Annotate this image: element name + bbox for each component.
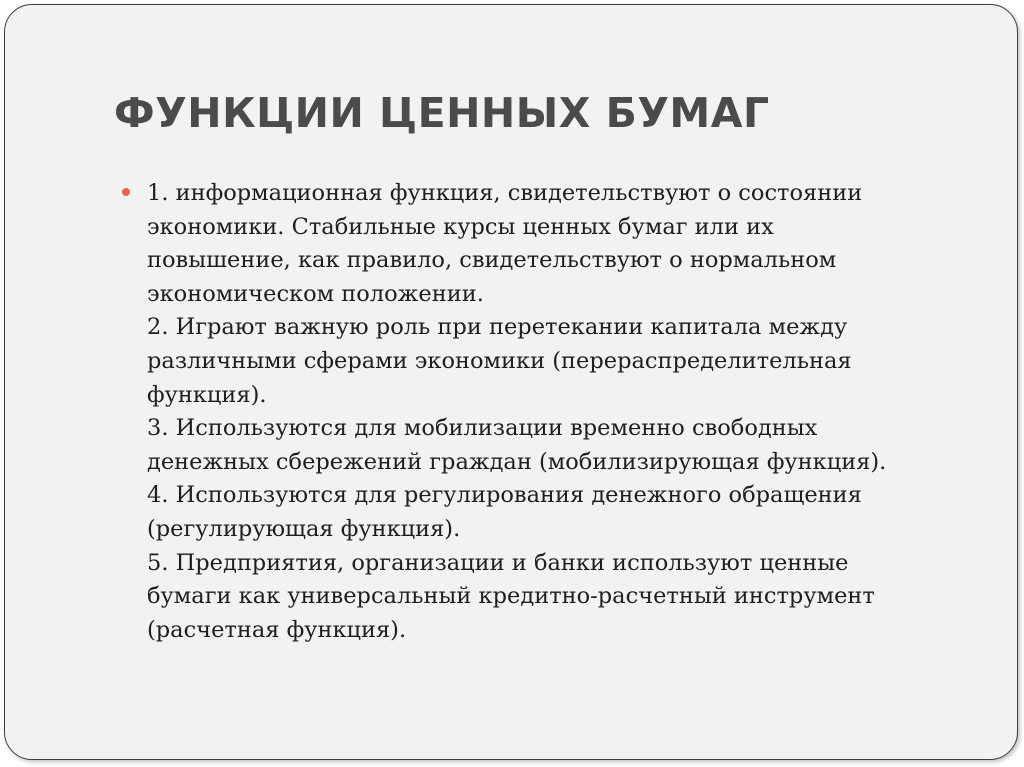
body-line: экономическом положении.: [147, 280, 484, 307]
body-line: различными сферами экономики (перераспределительная: [147, 347, 852, 374]
list-item: [122, 177, 972, 647]
body-line: 1. информационная функция, свидетельствуют о состоянии: [147, 180, 863, 206]
bullet-dot-icon: [122, 188, 130, 196]
body-line: (регулирующая функция).: [147, 515, 461, 542]
slide-title: ФУНКЦИИ ЦЕННЫХ БУМАГ: [114, 89, 770, 137]
body-line: экономики. Стабильные курсы ценных бумаг или их: [147, 213, 774, 240]
slide-frame: [4, 4, 1018, 760]
body-line: функция).: [147, 381, 267, 408]
body-line: 2. Играют важную роль при перетекании капитала между: [147, 314, 848, 341]
body-line: 5. Предприятия, организации и банки используют ценные: [147, 549, 849, 576]
body-line: бумаги как универсальный кредитно-расчетный инструмент: [147, 583, 875, 610]
body-line: 4. Используются для регулирования денежного обращения: [147, 482, 862, 509]
bullet-list: [122, 177, 972, 647]
body-line: повышение, как правило, свидетельствуют о нормальном: [147, 247, 837, 274]
body-line: (расчетная функция).: [147, 616, 407, 643]
body-line: 3. Используются для мобилизации временно свободных: [147, 415, 818, 442]
body-line: денежных сбережений граждан (мобилизирующая функция).: [147, 448, 887, 475]
